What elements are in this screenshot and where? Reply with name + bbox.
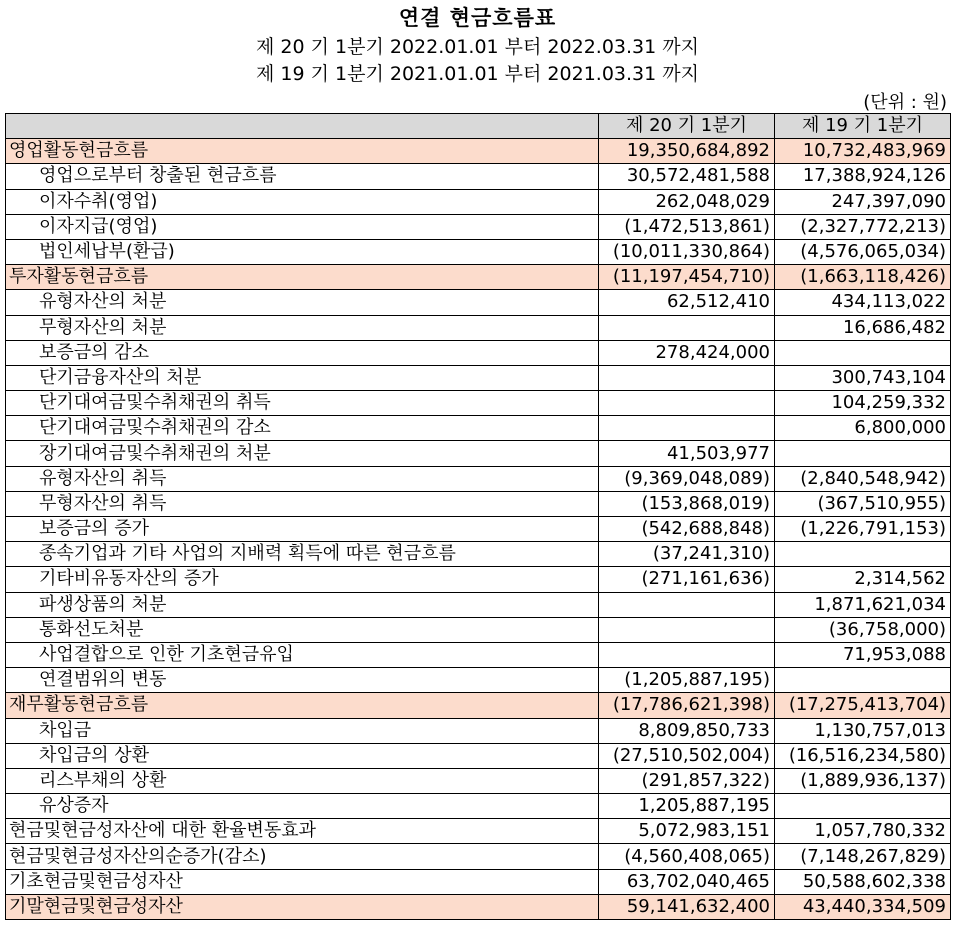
prior-period-value xyxy=(775,441,951,466)
prior-period-value: 71,953,088 xyxy=(775,642,951,667)
prior-period-value: 247,397,090 xyxy=(775,189,951,214)
row-label: 단기금융자산의 처분 xyxy=(6,365,599,390)
prior-period-value: (36,758,000) xyxy=(775,617,951,642)
header-prior-period: 제 19 기 1분기 xyxy=(775,114,951,139)
current-period-value: (10,011,330,864) xyxy=(599,239,775,264)
row-label: 기초현금및현금성자산 xyxy=(6,869,599,894)
current-period-value: 5,072,983,151 xyxy=(599,819,775,844)
table-row xyxy=(6,542,951,567)
row-label: 기타비유동자산의 증가 xyxy=(6,567,599,592)
row-label: 연결범위의 변동 xyxy=(6,668,599,693)
table-row xyxy=(6,315,951,340)
statement-title: 연결 현금흐름표 xyxy=(398,6,557,30)
row-label: 장기대여금및수취채권의 처분 xyxy=(6,441,599,466)
row-label: 유형자산의 취득 xyxy=(6,466,599,491)
row-label: 보증금의 증가 xyxy=(6,517,599,542)
prior-period-value: 300,743,104 xyxy=(775,365,951,390)
table-row xyxy=(6,265,951,290)
row-label: 현금및현금성자산의순증가(감소) xyxy=(6,844,599,869)
table-row xyxy=(6,290,951,315)
row-label: 법인세납부(환급) xyxy=(6,239,599,264)
row-label: 기말현금및현금성자산 xyxy=(6,894,599,919)
current-period-value: (17,786,621,398) xyxy=(599,693,775,718)
table-row xyxy=(6,239,951,264)
current-period-value: (291,857,322) xyxy=(599,768,775,793)
prior-period-value: (367,510,955) xyxy=(775,491,951,516)
current-period-value: 278,424,000 xyxy=(599,340,775,365)
current-period-value: 62,512,410 xyxy=(599,290,775,315)
header-blank-cell xyxy=(6,114,599,139)
unit-label: (단위 : 원) xyxy=(863,92,947,113)
current-period-value xyxy=(599,365,775,390)
table-row xyxy=(6,894,951,919)
row-label: 단기대여금및수취채권의 취득 xyxy=(6,391,599,416)
prior-period-value: (7,148,267,829) xyxy=(775,844,951,869)
row-label: 이자수취(영업) xyxy=(6,189,599,214)
current-period-value xyxy=(599,391,775,416)
prior-period-value xyxy=(775,340,951,365)
table-row xyxy=(6,189,951,214)
prior-period-value: (2,840,548,942) xyxy=(775,466,951,491)
prior-period-value: 50,588,602,338 xyxy=(775,869,951,894)
prior-period-value: (1,663,118,426) xyxy=(775,265,951,290)
prior-period-value: 1,130,757,013 xyxy=(775,718,951,743)
current-period-value xyxy=(599,642,775,667)
table-row xyxy=(6,819,951,844)
table-row xyxy=(6,668,951,693)
table-row xyxy=(6,617,951,642)
current-period-value: (4,560,408,065) xyxy=(599,844,775,869)
table-row xyxy=(6,844,951,869)
current-period-value: (9,369,048,089) xyxy=(599,466,775,491)
prior-period-value: (4,576,065,034) xyxy=(775,239,951,264)
current-period-value xyxy=(599,617,775,642)
table-row xyxy=(6,718,951,743)
table-row xyxy=(6,365,951,390)
current-period-value: 41,503,977 xyxy=(599,441,775,466)
prior-period-value xyxy=(775,542,951,567)
table-row xyxy=(6,139,951,164)
row-label: 무형자산의 취득 xyxy=(6,491,599,516)
prior-period-value: (17,275,413,704) xyxy=(775,693,951,718)
table-row xyxy=(6,491,951,516)
row-label: 투자활동현금흐름 xyxy=(6,265,599,290)
table-row xyxy=(6,416,951,441)
current-period-value: (542,688,848) xyxy=(599,517,775,542)
prior-period-value: 2,314,562 xyxy=(775,567,951,592)
row-label: 유상증자 xyxy=(6,794,599,819)
table-row xyxy=(6,391,951,416)
row-label: 종속기업과 기타 사업의 지배력 획득에 따른 현금흐름 xyxy=(6,542,599,567)
current-period-value: 19,350,684,892 xyxy=(599,139,775,164)
period-prior: 제 19 기 1분기 2021.01.01 부터 2021.03.31 까지 xyxy=(256,63,699,85)
current-period-value: (1,205,887,195) xyxy=(599,668,775,693)
prior-period-value: 43,440,334,509 xyxy=(775,894,951,919)
row-label: 리스부채의 상환 xyxy=(6,768,599,793)
table-row xyxy=(6,164,951,189)
row-label: 영업으로부터 창출된 현금흐름 xyxy=(6,164,599,189)
table-row xyxy=(6,567,951,592)
row-label: 재무활동현금흐름 xyxy=(6,693,599,718)
current-period-value xyxy=(599,592,775,617)
row-label: 차입금 xyxy=(6,718,599,743)
prior-period-value xyxy=(775,668,951,693)
current-period-value: (37,241,310) xyxy=(599,542,775,567)
row-label: 보증금의 감소 xyxy=(6,340,599,365)
prior-period-value: 6,800,000 xyxy=(775,416,951,441)
period-current: 제 20 기 1분기 2022.01.01 부터 2022.03.31 까지 xyxy=(256,36,699,58)
current-period-value: 262,048,029 xyxy=(599,189,775,214)
table-row xyxy=(6,441,951,466)
current-period-value xyxy=(599,315,775,340)
prior-period-value: 104,259,332 xyxy=(775,391,951,416)
table-row xyxy=(6,642,951,667)
current-period-value: 63,702,040,465 xyxy=(599,869,775,894)
prior-period-value: 434,113,022 xyxy=(775,290,951,315)
table-row xyxy=(6,768,951,793)
row-label: 파생상품의 처분 xyxy=(6,592,599,617)
prior-period-value: 16,686,482 xyxy=(775,315,951,340)
row-label: 차입금의 상환 xyxy=(6,743,599,768)
current-period-value: (1,472,513,861) xyxy=(599,214,775,239)
current-period-value: (153,868,019) xyxy=(599,491,775,516)
table-row xyxy=(6,592,951,617)
row-label: 통화선도처분 xyxy=(6,617,599,642)
prior-period-value xyxy=(775,794,951,819)
current-period-value xyxy=(599,416,775,441)
row-label: 유형자산의 처분 xyxy=(6,290,599,315)
table-row xyxy=(6,693,951,718)
table-row xyxy=(6,340,951,365)
current-period-value: 8,809,850,733 xyxy=(599,718,775,743)
prior-period-value: 17,388,924,126 xyxy=(775,164,951,189)
table-row xyxy=(6,466,951,491)
current-period-value: 30,572,481,588 xyxy=(599,164,775,189)
current-period-value: (271,161,636) xyxy=(599,567,775,592)
header-row xyxy=(6,114,951,139)
row-label: 현금및현금성자산에 대한 환율변동효과 xyxy=(6,819,599,844)
table-row xyxy=(6,743,951,768)
table-row xyxy=(6,869,951,894)
row-label: 영업활동현금흐름 xyxy=(6,139,599,164)
prior-period-value: (2,327,772,213) xyxy=(775,214,951,239)
table-row xyxy=(6,794,951,819)
header-current-period: 제 20 기 1분기 xyxy=(599,114,775,139)
row-label: 사업결합으로 인한 기초현금유입 xyxy=(6,642,599,667)
table-row xyxy=(6,517,951,542)
prior-period-value: (1,226,791,153) xyxy=(775,517,951,542)
prior-period-value: (1,889,936,137) xyxy=(775,768,951,793)
current-period-value: (11,197,454,710) xyxy=(599,265,775,290)
current-period-value: 1,205,887,195 xyxy=(599,794,775,819)
row-label: 이자지급(영업) xyxy=(6,214,599,239)
current-period-value: (27,510,502,004) xyxy=(599,743,775,768)
cash-flow-table xyxy=(5,113,951,920)
row-label: 단기대여금및수취채권의 감소 xyxy=(6,416,599,441)
row-label: 무형자산의 처분 xyxy=(6,315,599,340)
table-body xyxy=(6,139,951,920)
current-period-value: 59,141,632,400 xyxy=(599,894,775,919)
prior-period-value: 1,871,621,034 xyxy=(775,592,951,617)
prior-period-value: 1,057,780,332 xyxy=(775,819,951,844)
prior-period-value: (16,516,234,580) xyxy=(775,743,951,768)
table-row xyxy=(6,214,951,239)
prior-period-value: 10,732,483,969 xyxy=(775,139,951,164)
